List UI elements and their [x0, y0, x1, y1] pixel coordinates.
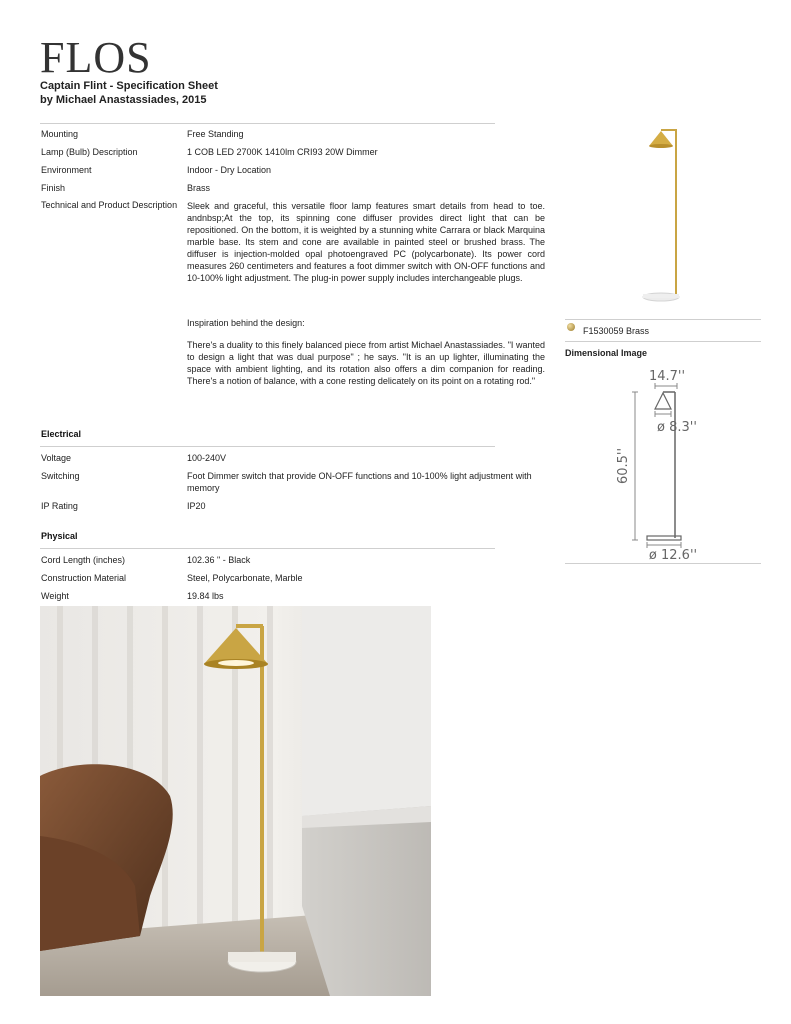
finish-value: Brass: [187, 183, 211, 193]
voltage-label: Voltage: [41, 453, 72, 463]
mounting-label: Mounting: [41, 129, 79, 139]
height-label: 60.5'': [616, 447, 631, 485]
cord-label: Cord Length (inches): [41, 555, 126, 565]
inspiration-text: There's a duality to this finely balanced piece from artist Michael Anastassiades. "I wanted to design a light that was dual purpose" ; he says. "It is an up lighter, illuminating the space with ambient lighting, and its rotation also offers a dim companion for reading. There's a notion of balance, with a cone resting delicately on its point on a rotating rod.": [187, 340, 545, 386]
cone-diameter-label: ø 8.3'': [657, 420, 697, 435]
cord-value: 102.36 " - Black: [187, 555, 251, 565]
technical-label: Technical and Product Description: [41, 200, 178, 210]
dimensional-image-heading: Dimensional Image: [565, 348, 648, 358]
product-code: F1530059 Brass: [583, 326, 650, 336]
environment-label: Environment: [41, 165, 92, 175]
finish-label: Finish: [41, 183, 66, 193]
divider: [565, 563, 761, 564]
divider: [40, 446, 495, 447]
flos-logo: FLOS: [40, 33, 152, 82]
product-thumbnail: [565, 122, 761, 318]
width-top-label: 14.7'': [648, 369, 686, 384]
technical-description: Sleek and graceful, this versatile floor lamp features smart details from head to toe. andnbsp;At the top, its spinning cone diffuser provides direct light that can be repositioned. On the bottom, it is weighted by a stunning white Carrara or black Marquina marble base. Its stem and cone are available in painted steel or brushed brass. The diffuser is injection-molded opal photoengraved PC (polycarbonate). Its power cord measures 260 centimeters and features a foot dimmer switch with ON-OFF functions and 10-100% light adjustment. The plug-in power supply includes interchangeable plugs.: [187, 201, 545, 283]
lamp-value: 1 COB LED 2700K 1410lm CRI93 20W Dimmer: [187, 147, 378, 157]
voltage-value: 100-240V: [187, 453, 227, 463]
mounting-value: Free Standing: [187, 129, 244, 139]
dimensional-drawing: [565, 362, 761, 562]
base-diameter-label: ø 12.6'': [648, 548, 698, 562]
electrical-heading: Electrical: [41, 429, 82, 439]
ip-value: IP20: [187, 501, 206, 511]
material-label: Construction Material: [41, 573, 127, 583]
lifestyle-photo: [40, 606, 431, 996]
ip-label: IP Rating: [41, 501, 78, 511]
environment-value: Indoor - Dry Location: [187, 165, 272, 175]
page-subtitle: by Michael Anastassiades, 2015: [40, 94, 207, 106]
weight-value: 19.84 lbs: [187, 591, 224, 601]
divider: [40, 123, 495, 124]
lamp-label: Lamp (Bulb) Description: [41, 147, 138, 157]
inspiration-heading: Inspiration behind the design:: [187, 318, 305, 328]
divider: [40, 548, 495, 549]
divider: [565, 319, 761, 320]
switching-label: Switching: [41, 471, 80, 481]
switching-value: Foot Dimmer switch that provide ON-OFF functions and 10-100% light adjustment with memory: [187, 471, 532, 493]
page-title: Captain Flint - Specification Sheet: [40, 80, 218, 92]
brass-finish-swatch: [567, 323, 575, 331]
material-value: Steel, Polycarbonate, Marble: [187, 573, 303, 583]
physical-heading: Physical: [41, 531, 78, 541]
divider: [565, 341, 761, 342]
weight-label: Weight: [41, 591, 69, 601]
